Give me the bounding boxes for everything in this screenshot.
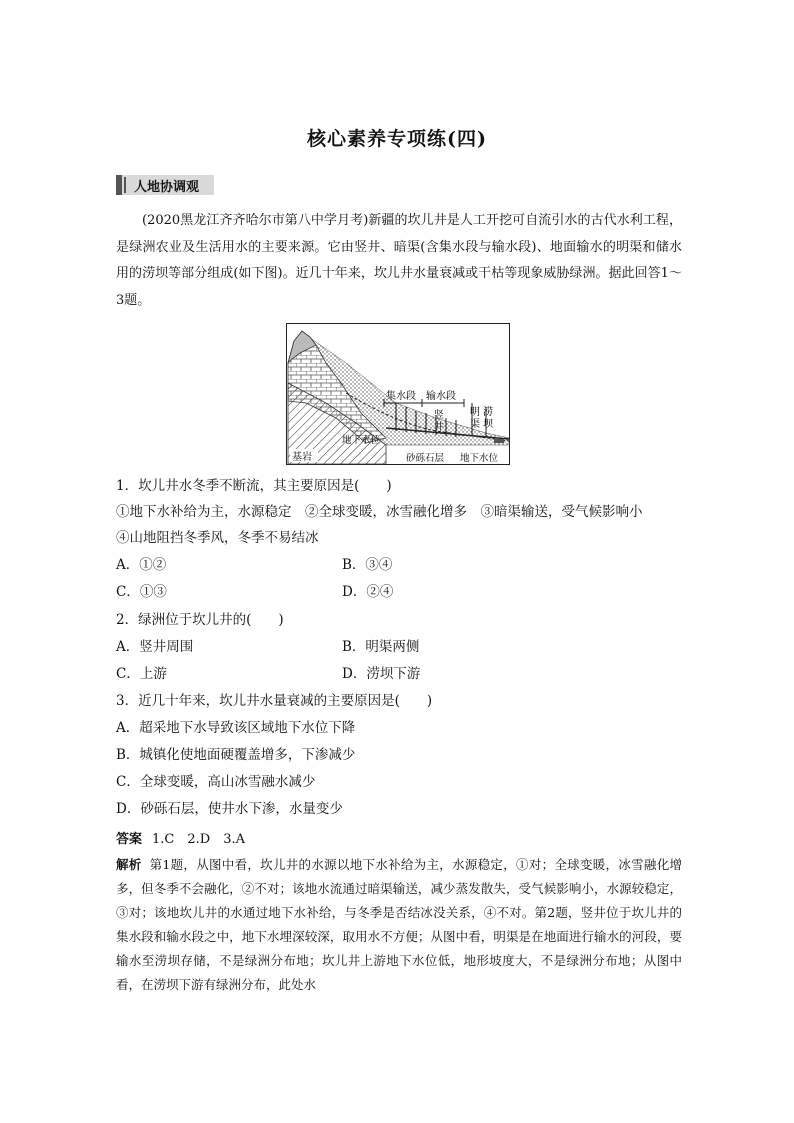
question-3-option-d: D．砂砾石层，使井水下渗，水量变少 — [116, 801, 343, 817]
question-3-option-b: B．城镇化使地面硬覆盖增多，下渗减少 — [116, 747, 356, 763]
question-3-option-a: A．超采地下水导致该区域地下水位下降 — [116, 720, 356, 736]
page-title: 核心素养专项练(四) — [307, 128, 487, 150]
label-canal-2: 渠 — [470, 419, 480, 430]
label-groundwater-right: 地下水位 — [460, 453, 499, 464]
label-bedrock: 基岩 — [292, 452, 312, 463]
question-3-option-c: C．全球变暖，高山冰雪融水减少 — [116, 774, 316, 790]
answer-label: 答案 — [116, 832, 143, 847]
answer-text: 1.C 2.D 3.A — [152, 832, 245, 847]
label-groundwater-left: 地下水位 — [342, 435, 381, 446]
label-canal-1: 明 — [470, 407, 480, 418]
label-dam-1: 涝 — [483, 407, 493, 418]
label-gravel: 砂砾石层 — [406, 453, 445, 464]
explanation-paragraph — [116, 853, 682, 997]
label-collect: 集水段 — [386, 391, 416, 402]
question-1-option-c: C．①③ — [116, 584, 167, 600]
intro-paragraph: (2020黑龙江齐齐哈尔市第八中学月考)新疆的坎儿井是人工开挖可自流引水的古代水利工程，是绿洲农业及生活用水的主要来源。它由竖井、暗渠(含集水段与输水段)、地面输水的明渠和储水用的涝坝等部分组成(如下图)。近几十年来，坎儿井水量衰减或干枯等现象威胁绿洲。据此回答1～3题。 — [116, 213, 682, 308]
question-2-option-c: C．上游 — [116, 666, 167, 682]
question-2-option-a: A．竖井周围 — [116, 639, 194, 655]
karez-diagram — [286, 323, 510, 465]
label-dam-2: 坝 — [483, 419, 493, 430]
question-1-statements-1: ①地下水补给为主，水源稳定 ②全球变暖，冰雪融化增多 ③暗渠输送，受气候影响小 — [116, 504, 643, 520]
explanation-label: 解析 — [116, 857, 142, 872]
section-bar-thin-icon — [124, 177, 126, 193]
explanation-text: 第1题，从图中看，坎儿井的水源以地下水补给为主，水源稳定，①对；全球变暖，冰雪融化增多，但冬季不会融化，②不对；该地水流通过暗渠输送，减少蒸发散失，受气候影响小，水源较稳定，③对；该地坎儿井的水通过地下水补给，与冬季是否结冰没关系，④不对。第2题，竖井位于坎儿井的集水段和输水段之中，地下水埋深较深，取用水不方便；从图中看，明渠是在地面进行输水的河段，要输水至涝坝存储，不是绿洲分布地；坎儿井上游地下水位低，地形坡度大，不是绿洲分布地；从图中看，在涝坝下游有绿洲分布，此处水 — [116, 857, 682, 992]
question-1-option-d: D．②④ — [342, 584, 394, 600]
dam-icon — [494, 439, 504, 443]
section-bar-icon — [116, 175, 122, 195]
question-1-statements-2: ④山地阻挡冬季风，冬季不易结冰 — [116, 530, 319, 546]
label-shaft-2: 井 — [434, 422, 444, 433]
answer-line — [116, 830, 245, 850]
question-2-option-b: B．明渠两侧 — [342, 639, 420, 655]
label-shaft-1: 竖 — [434, 410, 444, 421]
question-1-option-b: B．③④ — [342, 557, 393, 573]
section-label: 人地协调观 — [134, 180, 200, 195]
label-transport: 输水段 — [426, 391, 456, 402]
question-2-stem: 2．绿洲位于坎儿井的( ) — [116, 612, 284, 628]
question-3-stem: 3．近几十年来，坎儿井水量衰减的主要原因是( ) — [116, 693, 433, 709]
question-2-option-d: D．涝坝下游 — [342, 666, 421, 682]
section-header — [116, 175, 214, 195]
question-1-stem: 1．坎儿井水冬季不断流，其主要原因是( ) — [116, 478, 392, 494]
question-1-option-a: A．①② — [116, 557, 167, 573]
